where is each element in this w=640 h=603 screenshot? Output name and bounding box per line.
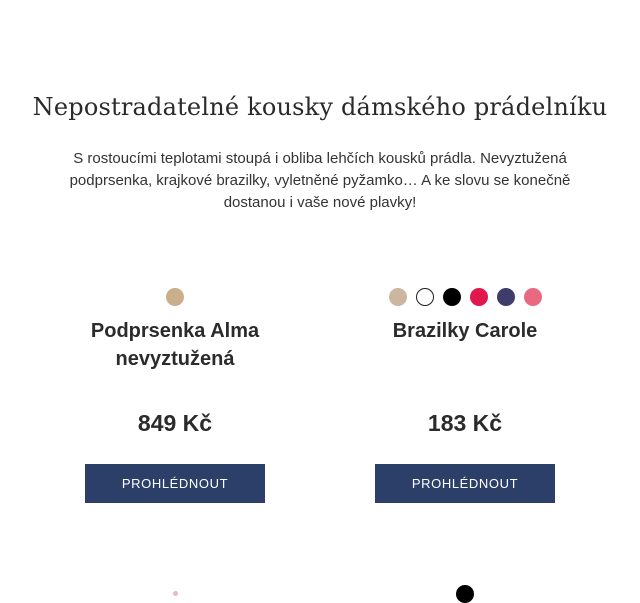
next-product-swatches — [30, 585, 320, 600]
product-name[interactable]: Podprsenka Alma nevyztužená — [90, 320, 260, 370]
view-product-button[interactable]: PROHLÉDNOUT — [85, 464, 265, 503]
color-swatches — [30, 288, 320, 306]
color-swatch[interactable] — [456, 585, 474, 603]
color-swatch[interactable] — [524, 288, 542, 306]
color-swatch[interactable] — [416, 288, 434, 306]
color-swatches — [320, 288, 610, 306]
color-swatch[interactable] — [497, 288, 515, 306]
product-card — [320, 288, 610, 503]
view-product-button[interactable]: PROHLÉDNOUT — [375, 464, 555, 503]
color-swatch[interactable] — [443, 288, 461, 306]
color-swatch[interactable] — [166, 288, 184, 306]
section-description: S rostoucími teplotami stoupá i obliba lehčích kousků prádla. Nevyztužená podprsenka, krajkové brazilky, vyletněné pyžamko… A ke slovu se konečně dostanou i vaše nové plavky! — [69, 150, 571, 211]
next-product-swatches — [320, 585, 610, 600]
section-title: Nepostradatelné kousky dámského prádelníku — [32, 93, 608, 121]
color-swatch[interactable] — [389, 288, 407, 306]
product-card — [30, 288, 320, 503]
color-swatch[interactable] — [470, 288, 488, 306]
product-price: 849 Kč — [137, 410, 213, 436]
product-name[interactable]: Brazilky Carole — [392, 320, 538, 342]
product-price: 183 Kč — [427, 410, 503, 436]
color-swatch[interactable] — [173, 591, 178, 596]
